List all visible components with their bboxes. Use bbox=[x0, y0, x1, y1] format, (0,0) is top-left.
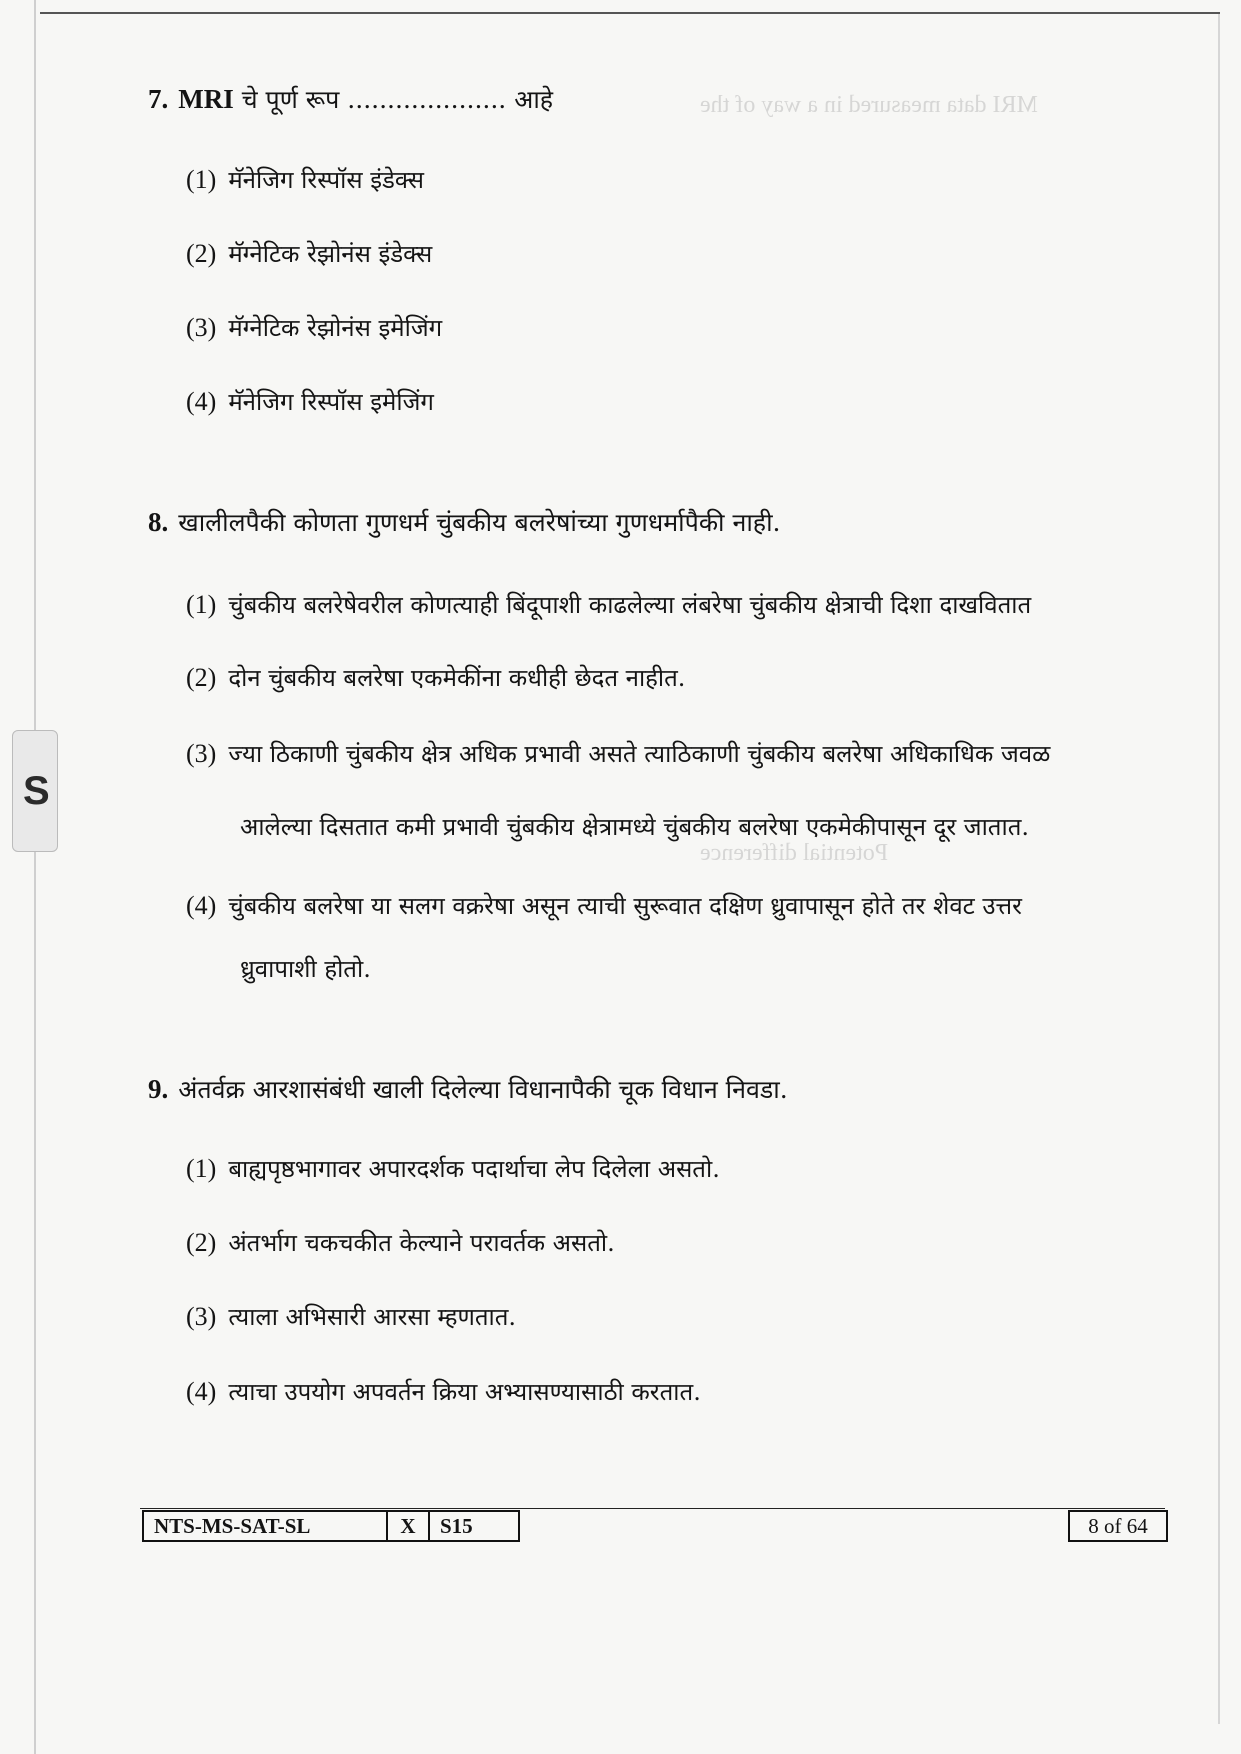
option-number: (2) bbox=[186, 239, 217, 268]
page-top-edge bbox=[40, 12, 1220, 14]
option-8-4-continued: ध्रुवापाशी होतो. bbox=[240, 955, 371, 983]
option-9-1 bbox=[186, 1152, 720, 1185]
option-number: (3) bbox=[186, 739, 217, 768]
option-7-4 bbox=[186, 385, 434, 418]
option-number: (1) bbox=[186, 1154, 217, 1183]
question-text: खालीलपैकी कोणता गुणधर्म चुंबकीय बलरेषांच्या गुणधर्मापैकी नाही. bbox=[178, 508, 781, 537]
option-9-2 bbox=[186, 1226, 615, 1259]
question-number: 8. bbox=[148, 507, 169, 537]
option-number: (4) bbox=[186, 891, 217, 920]
option-8-3 bbox=[186, 737, 1050, 770]
page-right-edge bbox=[1218, 14, 1220, 1724]
option-text: बाह्यपृष्ठभागावर अपारदर्शक पदार्थाचा लेप दिलेला असतो. bbox=[228, 1155, 720, 1183]
question-7 bbox=[148, 82, 553, 116]
option-number: (1) bbox=[186, 590, 217, 619]
question-text: अंतर्वक्र आरशासंबंधी खाली दिलेल्या विधानापैकी चूक विधान निवडा. bbox=[178, 1075, 788, 1104]
option-number: (4) bbox=[186, 387, 217, 416]
footer-rule bbox=[140, 1508, 1165, 1509]
option-text: ज्या ठिकाणी चुंबकीय क्षेत्र अधिक प्रभावी असते त्याठिकाणी चुंबकीय बलरेषा अधिकाधिक जवळ bbox=[228, 740, 1051, 768]
option-text: मॅनेजिग रिस्पॉस इमेजिंग bbox=[228, 388, 434, 416]
option-number: (4) bbox=[186, 1377, 217, 1406]
option-text: चुंबकीय बलरेषेवरील कोणत्याही बिंदूपाशी काढलेल्या लंबरेषा चुंबकीय क्षेत्राची दिशा दाखवितात bbox=[228, 591, 1032, 619]
option-text: त्याला अभिसारी आरसा म्हणतात. bbox=[228, 1303, 517, 1331]
question-9 bbox=[148, 1072, 788, 1106]
footer-class: X bbox=[388, 1512, 430, 1540]
option-7-3 bbox=[186, 311, 442, 344]
footer-page-number: 8 of 64 bbox=[1068, 1510, 1168, 1542]
footer-set: S15 bbox=[440, 1514, 473, 1538]
option-number: (2) bbox=[186, 1228, 217, 1257]
option-number: (1) bbox=[186, 165, 217, 194]
option-text: मॅग्नेटिक रेझोनंस इमेजिंग bbox=[228, 314, 443, 342]
option-7-1 bbox=[186, 163, 424, 196]
option-text: मॅग्नेटिक रेझोनंस इंडेक्स bbox=[228, 240, 433, 268]
option-9-4 bbox=[186, 1375, 701, 1408]
page-left-edge bbox=[34, 0, 36, 1754]
footer-code-box bbox=[142, 1510, 520, 1542]
option-text: मॅनेजिग रिस्पॉस इंडेक्स bbox=[228, 166, 425, 194]
option-text: त्याचा उपयोग अपवर्तन क्रिया अभ्यासण्यासाठी करतात. bbox=[228, 1378, 701, 1406]
option-9-3 bbox=[186, 1300, 516, 1333]
question-number: 9. bbox=[148, 1074, 169, 1104]
binding-clip: S bbox=[12, 730, 58, 852]
footer-exam-code: NTS-MS-SAT-SL bbox=[144, 1512, 388, 1540]
option-8-1 bbox=[186, 588, 1031, 621]
question-text: चे पूर्ण रूप .................... आहे bbox=[233, 85, 554, 114]
option-text: चुंबकीय बलरेषा या सलग वक्ररेषा असून त्याची सुरूवात दक्षिण ध्रुवापासून होते तर शेवट उत्तर bbox=[228, 892, 1022, 920]
option-8-4 bbox=[186, 889, 1022, 922]
option-8-2 bbox=[186, 661, 685, 694]
option-text: दोन चुंबकीय बलरेषा एकमेकींना कधीही छेदत नाहीत. bbox=[228, 664, 686, 692]
question-8 bbox=[148, 505, 781, 539]
option-number: (2) bbox=[186, 663, 217, 692]
question-number: 7. bbox=[148, 84, 169, 114]
option-7-2 bbox=[186, 237, 432, 270]
option-number: (3) bbox=[186, 1302, 217, 1331]
bleed-through-text: MRI data measured in a way of the bbox=[700, 92, 1038, 118]
option-text: अंतर्भाग चकचकीत केल्याने परावर्तक असतो. bbox=[228, 1229, 615, 1257]
option-number: (3) bbox=[186, 313, 217, 342]
question-prefix: MRI bbox=[178, 84, 234, 114]
bleed-through-text: Potential difference bbox=[700, 840, 889, 866]
option-8-3-continued: आलेल्या दिसतात कमी प्रभावी चुंबकीय क्षेत्रामध्ये चुंबकीय बलरेषा एकमेकीपासून दूर जातात. bbox=[240, 813, 1030, 841]
